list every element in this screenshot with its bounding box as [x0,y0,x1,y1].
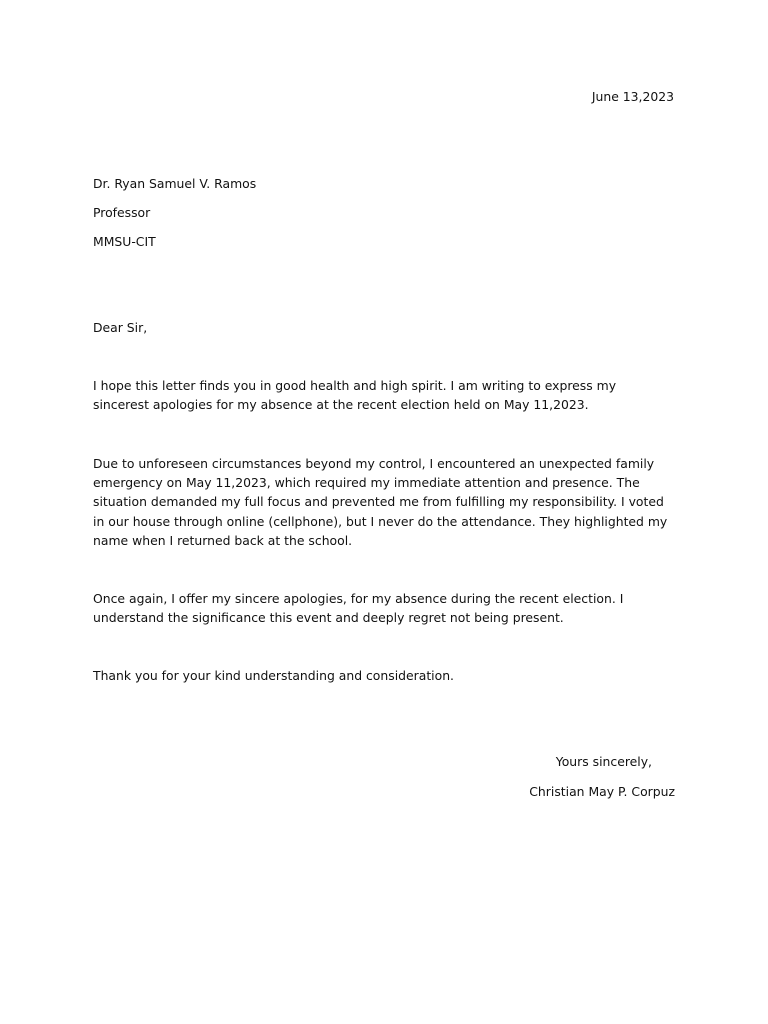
paragraph-line: sincerest apologies for my absence at the recent election held on May 11,2023. [93,397,589,413]
closing: Yours sincerely, [555,754,652,769]
body-paragraph-2 [93,454,683,550]
salutation: Dear Sir, [93,320,148,335]
body-paragraph-1 [93,376,683,414]
paragraph-line: Once again, I offer my sincere apologies, for my absence during the recent election. I [93,591,624,606]
paragraph-line: I hope this letter finds you in good health and high spirit. I am writing to express my [93,378,617,393]
paragraph-line: understand the significance this event and deeply regret not being present. [93,610,564,626]
paragraph-line: Thank you for your kind understanding and consideration. [93,668,454,683]
paragraph-line: emergency on May 11,2023, which required my immediate attention and presence. The [93,475,640,491]
body-paragraph-4 [93,666,683,685]
paragraph-line: in our house through online (cellphone), but I never do the attendance. They highlighted my [93,513,668,529]
paragraph-line: Due to unforeseen circumstances beyond my control, I encountered an unexpected family [93,456,655,471]
recipient-institution: MMSU-CIT [93,234,156,249]
letter-date: June 13,2023 [591,89,674,104]
paragraph-line: name when I returned back at the school. [93,532,353,548]
recipient-name: Dr. Ryan Samuel V. Ramos [93,176,257,191]
body-paragraph-3 [93,589,683,627]
recipient-title: Professor [93,205,151,220]
signature-name: Christian May P. Corpuz [529,784,675,799]
paragraph-line: situation demanded my full focus and prevented me from fulfilling my responsibility. I voted [93,494,664,510]
